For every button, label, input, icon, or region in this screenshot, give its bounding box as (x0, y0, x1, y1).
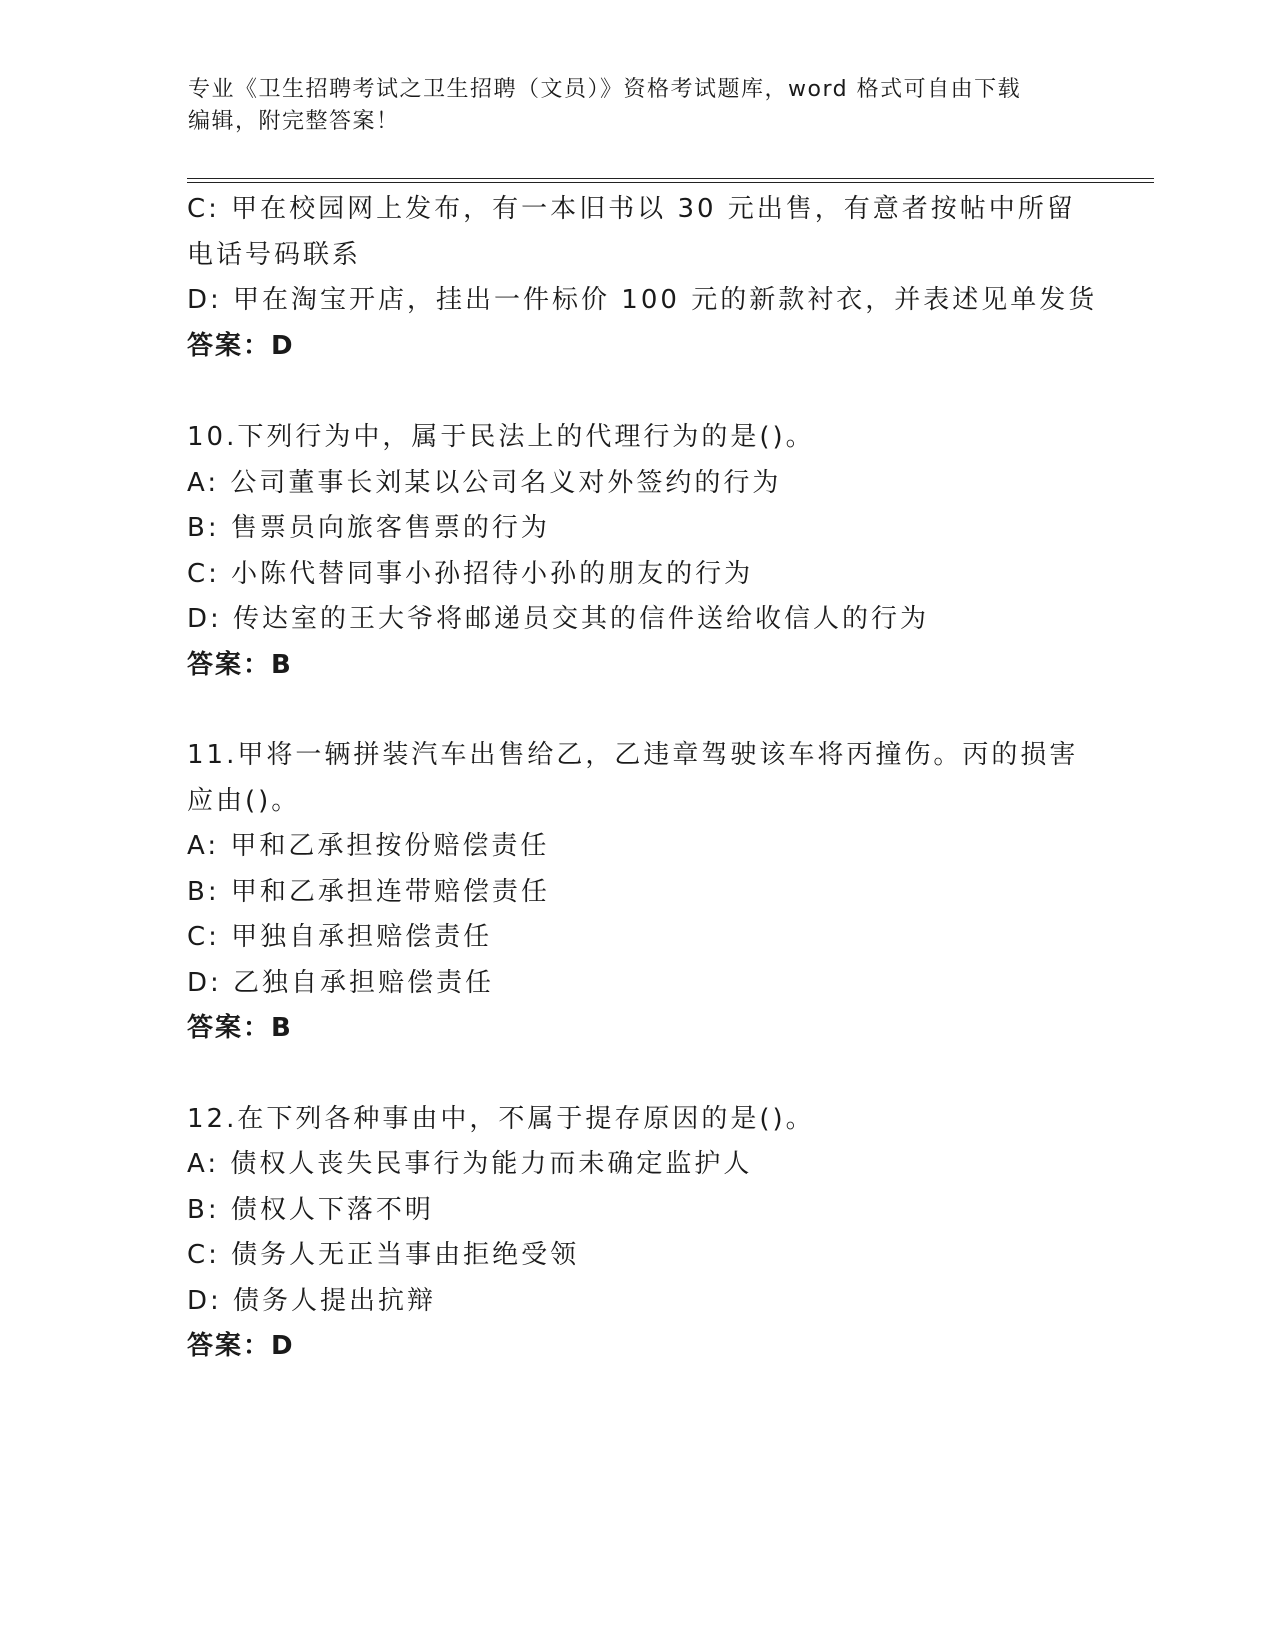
option-line: B: 债权人下落不明 (187, 1194, 434, 1225)
answer-line: 答案：B (187, 1013, 293, 1043)
question-block-10 (187, 415, 1087, 688)
option-line: B: 售票员向旅客售票的行为 (187, 513, 550, 543)
question-stem: 12.在下列各种事由中，不属于提存原因的是()。 (187, 1103, 815, 1134)
option-line: D: 传达室的王大爷将邮递员交其的信件送给收信人的行为 (187, 604, 930, 634)
question-block-11 (187, 733, 1087, 1052)
option-line: C: 小陈代替同事小孙招待小孙的朋友的行为 (187, 558, 754, 589)
option-line: B: 甲和乙承担连带赔偿责任 (187, 876, 550, 907)
option-line: A: 债权人丧失民事行为能力而未确定监护人 (187, 1149, 753, 1179)
option-line: C: 甲在校园网上发布，有一本旧书以 30 元出售，有意者按帖中所留 (187, 194, 1076, 224)
option-line: D: 债务人提出抗辩 (187, 1285, 437, 1316)
header-line-2: 编辑，附完整答案！ (188, 109, 400, 134)
option-line: 电话号码联系 (187, 239, 362, 270)
header-line-1: 专业《卫生招聘考试之卫生招聘（文员）》资格考试题库，word 格式可自由下载 (188, 77, 1022, 102)
option-line: A: 公司董事长刘某以公司名义对外签约的行为 (187, 467, 782, 498)
answer-line: 答案：D (187, 330, 295, 361)
question-stem: 应由()。 (187, 785, 301, 816)
question-stem: 11.甲将一辆拼装汽车出售给乙，乙违章驾驶该车将丙撞伤。丙的损害 (187, 740, 1079, 770)
answer-line: 答案：B (187, 649, 293, 680)
answer-line: 答案：D (187, 1331, 295, 1361)
document-header (188, 74, 1068, 138)
option-line: D: 乙独自承担赔偿责任 (187, 967, 495, 998)
option-line: A: 甲和乙承担按份赔偿责任 (187, 831, 550, 861)
header-divider (187, 178, 1154, 183)
question-stem: 10.下列行为中，属于民法上的代理行为的是()。 (187, 422, 815, 452)
option-line: D: 甲在淘宝开店，挂出一件标价 100 元的新款衬衣，并表述见单发货 (187, 285, 1098, 315)
question-block-12 (187, 1097, 1087, 1370)
question-block-9 (187, 187, 1098, 369)
option-line: C: 债务人无正当事由拒绝受领 (187, 1240, 580, 1270)
question-list (187, 187, 1098, 1415)
option-line: C: 甲独自承担赔偿责任 (187, 922, 493, 952)
